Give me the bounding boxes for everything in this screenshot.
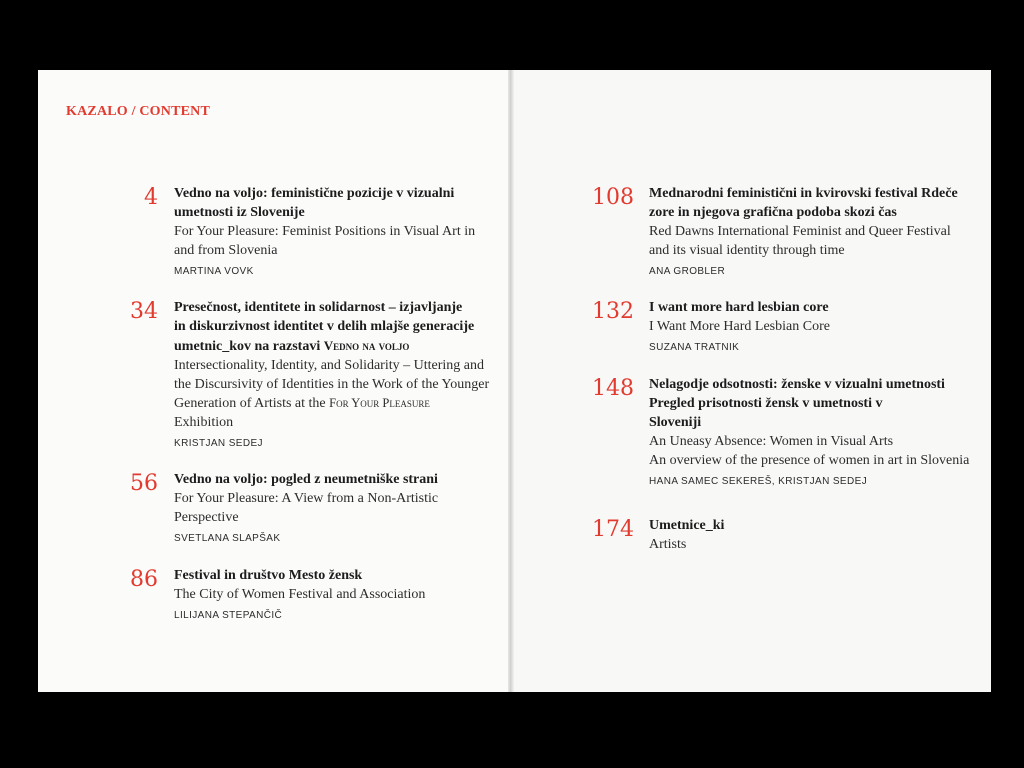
slovene-title-line: Presečnost, identitete in solidarnost – izjavljanje	[174, 300, 463, 315]
entry-text	[174, 298, 489, 449]
slovene-title-line: zore in njegova grafična podoba skozi čas	[649, 205, 897, 220]
english-title-line: The City of Women Festival and Association	[174, 587, 426, 602]
slovene-title-line: Vedno na voljo: pogled z neumetniške strani	[174, 472, 438, 487]
page-number: 108	[592, 185, 634, 210]
english-title-line: An Uneasy Absence: Women in Visual Arts	[649, 434, 894, 449]
english-title-line: An overview of the presence of women in art in Slovenia	[649, 453, 970, 468]
slovene-title-line: Festival in društvo Mesto žensk	[174, 568, 363, 583]
slovene-title-line	[174, 336, 489, 356]
author: SVETLANA SLAPŠAK	[174, 533, 281, 544]
page-header: KAZALO / CONTENT	[66, 104, 210, 119]
english-title-line: Perspective	[174, 510, 239, 525]
english-title-line: For Your Pleasure: A View from a Non-Artistic	[174, 491, 439, 506]
slovene-title-line: Mednarodni feministični in kvirovski festival Rdeče	[649, 186, 958, 201]
slovene-title-text: umetnic_kov na razstavi	[174, 339, 324, 354]
page-number: 4	[144, 185, 158, 210]
entry-text	[649, 184, 958, 277]
entry-text	[174, 184, 475, 277]
page-number: 86	[130, 567, 158, 592]
english-title-text: Generation of Artists at the	[174, 396, 330, 411]
english-title-line: Artists	[649, 537, 687, 552]
entry-text	[649, 298, 830, 353]
english-title-line: For Your Pleasure: Feminist Positions in Visual Art in	[174, 224, 476, 239]
author: SUZANA TRATNIK	[649, 342, 740, 353]
author: MARTINA VOVK	[174, 266, 254, 277]
slovene-title-line: umetnosti iz Slovenije	[174, 205, 305, 220]
slovene-title-line: Pregled prisotnosti žensk v umetnosti v	[649, 396, 883, 411]
english-title-line: Exhibition	[174, 415, 234, 430]
page-number: 174	[592, 517, 634, 542]
page-number: 34	[130, 299, 158, 324]
slovene-title-line: Nelagodje odsotnosti: ženske v vizualni umetnosti	[649, 377, 945, 392]
slovene-title-line: Umetnice_ki	[649, 518, 725, 533]
english-title-line	[174, 394, 489, 413]
page-number: 148	[592, 376, 634, 401]
author: ANA GROBLER	[649, 266, 726, 277]
author: HANA SAMEC SEKEREŠ, KRISTJAN SEDEJ	[649, 476, 868, 487]
entry-text	[174, 470, 438, 544]
entry-text	[649, 516, 724, 554]
author: KRISTJAN SEDEJ	[174, 438, 263, 449]
entry-text	[174, 566, 425, 621]
english-title-line: Red Dawns International Feminist and Queer Festival	[649, 224, 951, 239]
slovene-title-line: in diskurzivnost identitet v delih mlajše generacije	[174, 319, 475, 334]
page-number: 132	[592, 299, 634, 324]
english-title-line: I Want More Hard Lesbian Core	[649, 319, 830, 334]
slovene-title-line: I want more hard lesbian core	[649, 300, 829, 315]
author: LILIJANA STEPANČIČ	[174, 610, 283, 621]
english-title-line: and from Slovenia	[174, 243, 278, 258]
slovene-title-line: Sloveniji	[649, 415, 702, 430]
page-number: 56	[130, 471, 158, 496]
exhibition-title: For Your Pleasure	[329, 396, 430, 410]
english-title-line: Intersectionality, Identity, and Solidarity – Uttering and	[174, 358, 484, 373]
exhibition-title: Vedno na voljo	[323, 338, 410, 353]
english-title-line: the Discursivity of Identities in the Work of the Younger	[174, 377, 490, 392]
entry-text	[649, 375, 969, 487]
english-title-line: and its visual identity through time	[649, 243, 845, 258]
slovene-title-line: Vedno na voljo: feministične pozicije v vizualni	[174, 186, 455, 201]
